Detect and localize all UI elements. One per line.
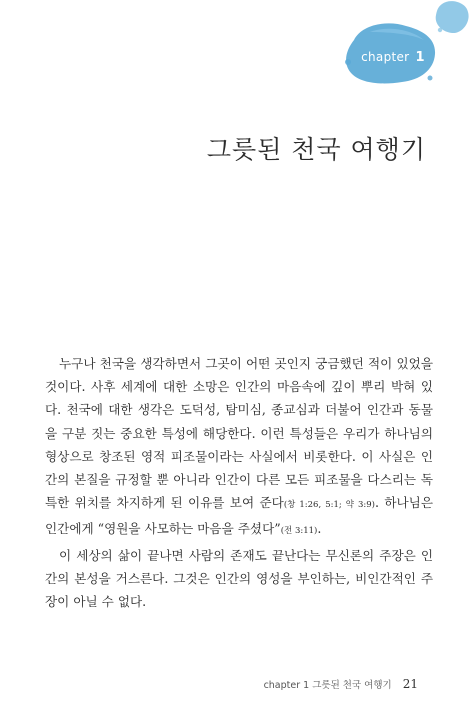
- paragraph-1-text-cont: . 하나님은 인간에게 “영원을 사모하는 마음을 주셨다”: [45, 495, 433, 537]
- paragraph-2: 이 세상의 삶이 끝나면 사람의 존재도 끝난다는 무신론의 주장은 인간의 본성을 거스른다. 그것은 인간의 영성을 부인하는, 비인간적인 주장이 아닐 수 없다.: [45, 547, 433, 610]
- page-footer: [264, 677, 418, 691]
- body-text: [45, 352, 433, 613]
- chapter-title: 그릇된 천국 여행기: [206, 135, 426, 164]
- chapter-word: chapter: [361, 50, 410, 64]
- page-number: 21: [402, 677, 418, 691]
- paragraph-1-text: 누구나 천국을 생각하면서 그곳이 어떤 곳인지 궁금했던 적이 있었을 것이다. 사후 세계에 대한 소망은 인간의 마음속에 깊이 뿌리 박혀 있다. 천국에 대한 생각은 도덕성, 탐미심, 종교심과 더불어 인간과 동물을 구분 짓는 중요한 특성에 해당한다. 이런 특성들은 우리가 하나님의 형상으로 창조된 영적 피조물이라는 사실에서 비롯한다. 이 사실은 인간의 본질을 규정할 뿐 아니라 인간이 다른 모든 피조물을 다스리는 독특한 위치를 차지하게 된 이유를 보여 준다: [45, 356, 433, 511]
- running-head: chapter 1 그릇된 천국 여행기: [263, 680, 392, 691]
- chapter-badge: [350, 50, 436, 65]
- scripture-reference: (전 3:11): [280, 526, 318, 537]
- chapter-number: 1: [415, 50, 425, 65]
- scripture-reference: (창 1:26, 5:1; 약 3:9): [283, 500, 375, 511]
- paragraph-1: [45, 352, 433, 544]
- paragraph-1-end: .: [317, 521, 322, 537]
